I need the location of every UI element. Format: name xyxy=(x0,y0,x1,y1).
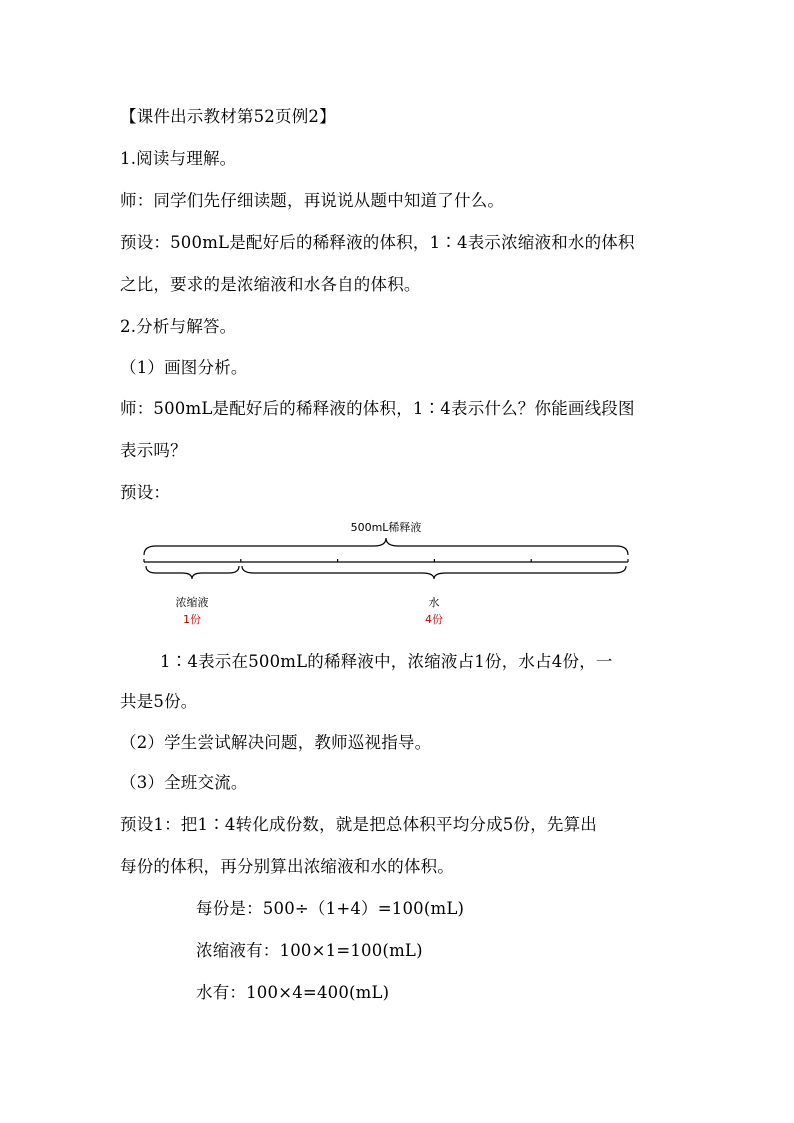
concentrate-parts: 1份 xyxy=(183,613,201,626)
concentrate-brace xyxy=(146,566,239,579)
preset-answer-line-2: 之比，要求的是浓缩液和水各自的体积。 xyxy=(120,275,421,294)
total-label: 500mL稀释液 xyxy=(350,521,422,534)
total-brace xyxy=(144,538,628,555)
calc-each-part: 每份是：500÷（1+4）=100(mL) xyxy=(196,899,465,918)
step-try-solve: （2）学生尝试解决问题，教师巡视指导。 xyxy=(120,733,432,752)
calc-concentrate: 浓缩液有：100×1=100(mL) xyxy=(196,941,423,960)
section-reading-title: 1.阅读与理解。 xyxy=(120,149,237,168)
explanation-line-2: 共是5份。 xyxy=(120,692,198,711)
teacher-prompt-1: 师：同学们先仔细读题，再说说从题中知道了什么。 xyxy=(120,191,505,210)
preset-2-line-2: 每份的体积，再分别算出浓缩液和水的体积。 xyxy=(120,857,454,876)
water-label: 水 xyxy=(428,596,440,609)
preset-label: 预设： xyxy=(120,483,171,502)
step-draw-diagram: （1）画图分析。 xyxy=(120,358,248,377)
step-class-share: （3）全班交流。 xyxy=(120,773,248,792)
teacher-prompt-2b: 表示吗？ xyxy=(120,441,187,460)
water-brace xyxy=(242,566,626,579)
section-analysis-title: 2.分析与解答。 xyxy=(120,317,237,336)
explanation-line-1: 1∶4表示在500mL的稀释液中，浓缩液占1份，水占4份，一 xyxy=(160,652,613,671)
water-parts: 4份 xyxy=(425,613,443,626)
teacher-prompt-2a: 师：500mL是配好后的稀释液的体积，1∶4表示什么？你能画线段图 xyxy=(120,399,635,418)
preset-2-line-1: 预设1：把1∶4转化成份数，就是把总体积平均分成5份，先算出 xyxy=(120,815,597,834)
lesson-heading: 【课件出示教材第52页例2】 xyxy=(120,107,336,126)
preset-answer-line-1: 预设：500mL是配好后的稀释液的体积，1∶4表示浓缩液和水的体积 xyxy=(120,233,635,252)
line-segment-diagram xyxy=(136,515,636,630)
calc-water: 水有：100×4=400(mL) xyxy=(196,983,390,1002)
concentrate-label: 浓缩液 xyxy=(175,596,209,609)
